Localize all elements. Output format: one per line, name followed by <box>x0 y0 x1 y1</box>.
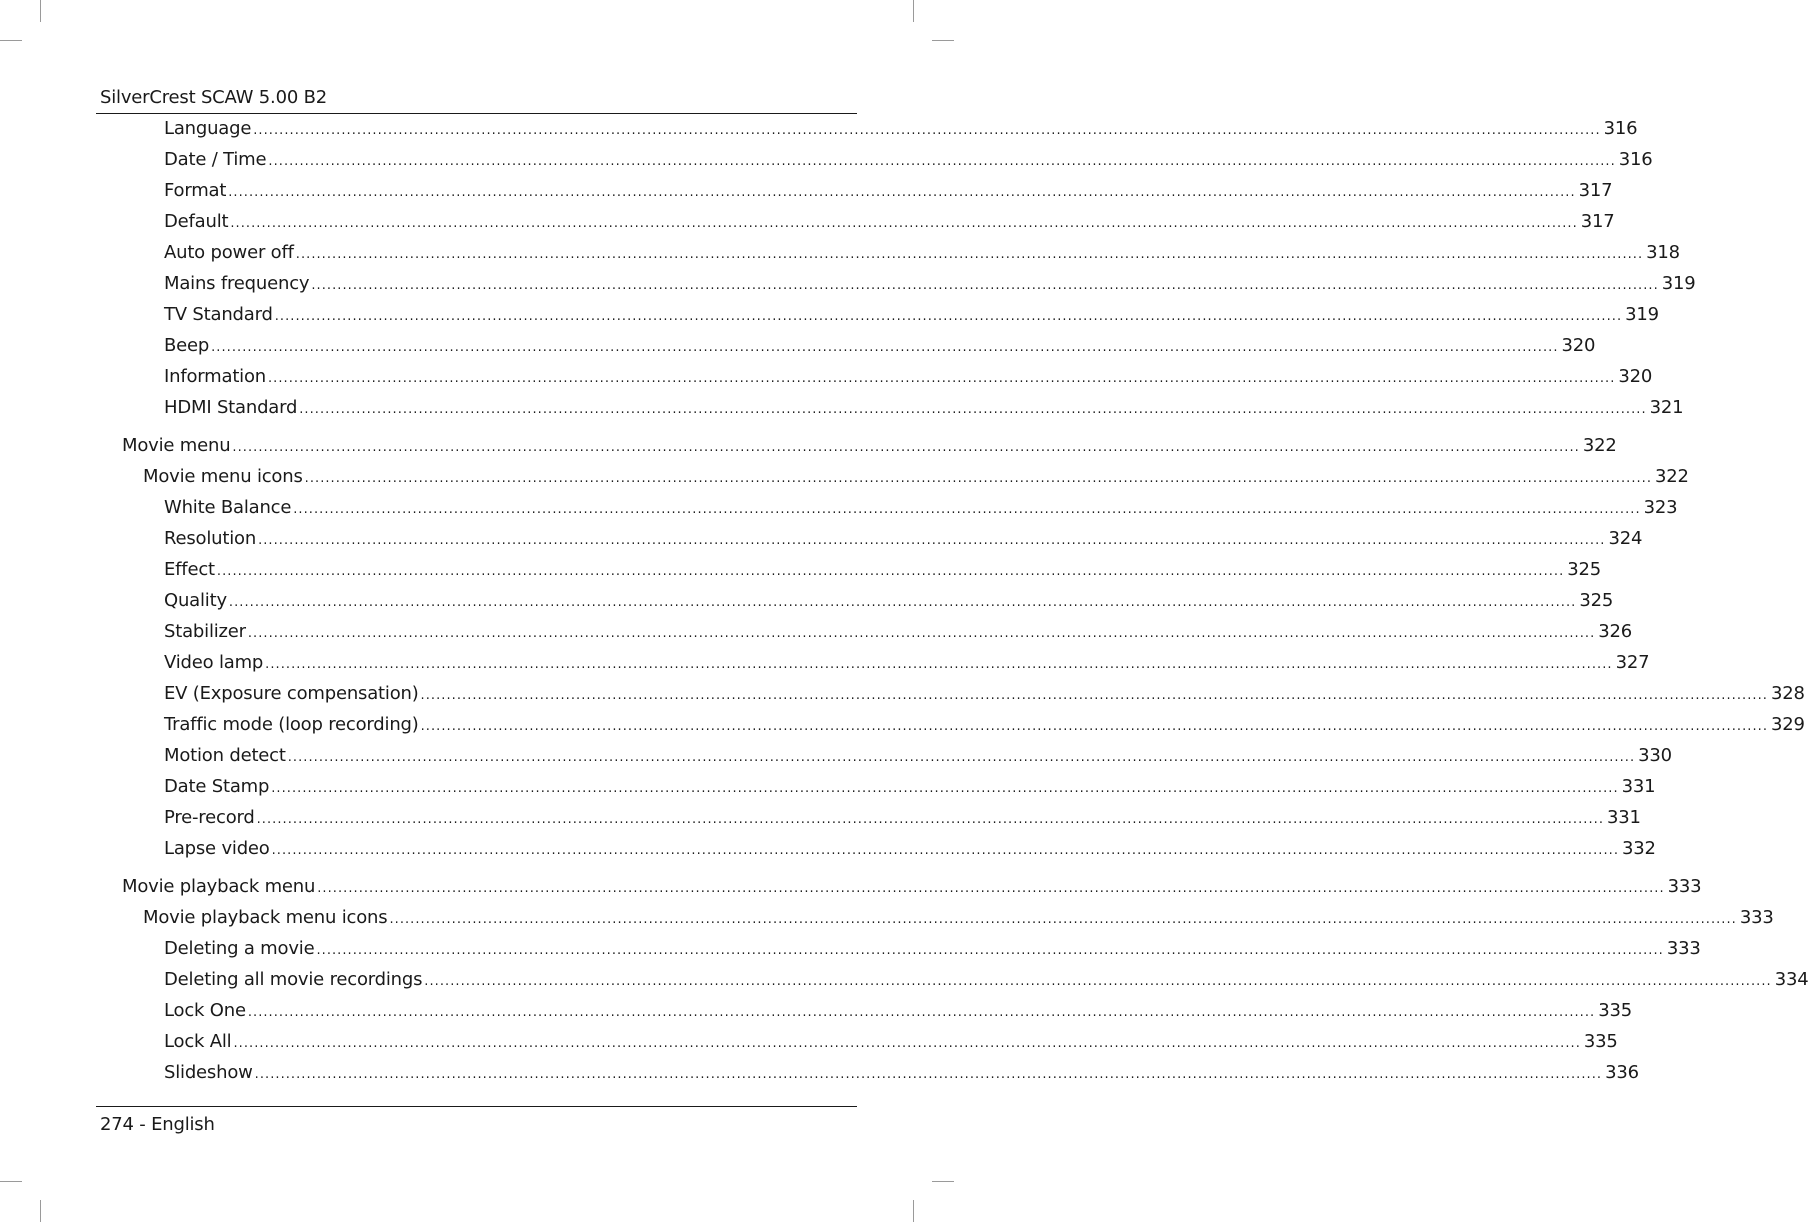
toc-entry-label: Information <box>164 366 266 387</box>
toc-page-number: 331 <box>1607 807 1641 828</box>
toc-entry <box>164 558 1602 582</box>
toc-dot-leader: .................................................................................................................................................................................................................................................................... <box>317 881 1665 896</box>
toc-entry-label: Lock One <box>164 1000 246 1021</box>
toc-dot-leader: .................................................................................................................................................................................................................................................................... <box>304 471 1653 486</box>
toc-entry-label: Resolution <box>164 528 257 549</box>
toc-entry-label: Movie menu icons <box>143 466 303 487</box>
toc-dot-leader: .................................................................................................................................................................................................................................................................... <box>256 812 1605 827</box>
toc-entry-label: Quality <box>164 590 227 611</box>
toc-page-number: 325 <box>1567 559 1602 580</box>
toc-entry <box>122 875 1702 899</box>
toc-entry <box>164 744 1672 768</box>
toc-page-number: 326 <box>1598 621 1633 642</box>
toc-entry <box>164 713 1805 737</box>
toc-entry <box>143 906 1774 930</box>
toc-page-number: 335 <box>1583 1031 1618 1052</box>
toc-entry <box>164 334 1596 358</box>
toc-entry-label: Traffic mode (loop recording) <box>164 714 419 735</box>
toc-dot-leader: .................................................................................................................................................................................................................................................................... <box>216 564 1565 579</box>
toc-entry <box>164 241 1680 265</box>
page-header: SilverCrest SCAW 5.00 B2 <box>100 87 328 108</box>
toc-page-number: 317 <box>1578 180 1613 201</box>
toc-dot-leader: .................................................................................................................................................................................................................................................................... <box>295 247 1644 262</box>
toc-dot-leader: .................................................................................................................................................................................................................................................................... <box>258 533 1606 548</box>
toc-entry <box>164 210 1615 234</box>
toc-dot-leader: .................................................................................................................................................................................................................................................................... <box>424 974 1772 989</box>
toc-entry-label: Language <box>164 118 252 139</box>
toc-entry-label: Movie playback menu icons <box>143 907 388 928</box>
toc-entry <box>164 527 1643 551</box>
toc-entry-label: Date Stamp <box>164 776 270 797</box>
toc-dot-leader: .................................................................................................................................................................................................................................................................... <box>247 1005 1596 1020</box>
toc-entry-label: Deleting all movie recordings <box>164 969 423 990</box>
toc-entry <box>164 1061 1639 1085</box>
toc-page-number: 333 <box>1666 938 1701 959</box>
toc-entry <box>164 148 1653 172</box>
crop-mark <box>913 0 914 22</box>
toc-entry <box>164 179 1613 203</box>
toc-dot-leader: .................................................................................................................................................................................................................................................................... <box>268 371 1616 386</box>
toc-entry-label: Auto power off <box>164 242 294 263</box>
toc-page-number: 334 <box>1774 969 1808 990</box>
toc-dot-leader: .................................................................................................................................................................................................................................................................... <box>299 402 1647 417</box>
toc-entry-label: Default <box>164 211 229 232</box>
toc-page-number: 319 <box>1625 304 1659 325</box>
toc-entry <box>164 1030 1618 1054</box>
toc-dot-leader: .................................................................................................................................................................................................................................................................... <box>420 719 1768 734</box>
toc-entry <box>164 968 1808 992</box>
toc-dot-leader: .................................................................................................................................................................................................................................................................... <box>293 502 1641 517</box>
toc-dot-leader: .................................................................................................................................................................................................................................................................... <box>230 216 1578 231</box>
toc-entry-label: Mains frequency <box>164 273 310 294</box>
toc-page-number: 320 <box>1618 366 1653 387</box>
toc-page-number: 329 <box>1771 714 1805 735</box>
header-rule <box>96 113 857 114</box>
toc-entry <box>143 465 1689 489</box>
toc-page-number: 331 <box>1621 776 1656 797</box>
toc-entry-label: Effect <box>164 559 215 580</box>
page-footer: 274 - English <box>100 1114 215 1135</box>
toc-page-number: 333 <box>1739 907 1774 928</box>
toc-entry <box>164 651 1650 675</box>
crop-mark <box>40 1200 41 1222</box>
toc-dot-leader: .................................................................................................................................................................................................................................................................... <box>253 123 1601 138</box>
toc-page-number: 328 <box>1770 683 1805 704</box>
toc-page-number: 318 <box>1646 242 1680 263</box>
toc-entry <box>164 682 1805 706</box>
toc-entry-label: Lapse video <box>164 838 270 859</box>
toc-dot-leader: .................................................................................................................................................................................................................................................................... <box>389 912 1737 927</box>
toc-entry <box>164 620 1633 644</box>
toc-dot-leader: .................................................................................................................................................................................................................................................................... <box>228 595 1577 610</box>
toc-dot-leader: .................................................................................................................................................................................................................................................................... <box>268 154 1616 169</box>
toc-entry <box>164 272 1696 296</box>
toc-dot-leader: .................................................................................................................................................................................................................................................................... <box>232 440 1580 455</box>
toc-page-number: 316 <box>1603 118 1638 139</box>
toc-dot-leader: .................................................................................................................................................................................................................................................................... <box>211 340 1559 355</box>
toc-entry <box>164 837 1656 861</box>
toc-entry-label: TV Standard <box>164 304 273 325</box>
toc-dot-leader: .................................................................................................................................................................................................................................................................... <box>271 843 1620 858</box>
toc-dot-leader: .................................................................................................................................................................................................................................................................... <box>247 626 1596 641</box>
toc-dot-leader: .................................................................................................................................................................................................................................................................... <box>311 278 1659 293</box>
toc-dot-leader: .................................................................................................................................................................................................................................................................... <box>287 750 1636 765</box>
toc-entry-label: EV (Exposure compensation) <box>164 683 419 704</box>
toc-entry <box>164 365 1653 389</box>
toc-entry-label: Stabilizer <box>164 621 246 642</box>
toc-entry <box>164 396 1684 420</box>
toc-entry-label: Movie playback menu <box>122 876 316 897</box>
toc-entry-label: Format <box>164 180 227 201</box>
toc-page-number: 321 <box>1649 397 1684 418</box>
toc-page-number: 320 <box>1561 335 1596 356</box>
toc-page-number: 330 <box>1638 745 1672 766</box>
toc-page-number: 325 <box>1579 590 1614 611</box>
toc-entry <box>122 434 1617 458</box>
toc-entry <box>164 496 1678 520</box>
toc-entry-label: Movie menu <box>122 435 231 456</box>
crop-mark <box>932 1181 954 1182</box>
toc-dot-leader: .................................................................................................................................................................................................................................................................... <box>233 1036 1581 1051</box>
toc-dot-leader: .................................................................................................................................................................................................................................................................... <box>274 309 1623 324</box>
toc-dot-leader: .................................................................................................................................................................................................................................................................... <box>316 943 1664 958</box>
toc-page-number: 333 <box>1667 876 1702 897</box>
toc-entry-label: Pre-record <box>164 807 255 828</box>
toc-dot-leader: .................................................................................................................................................................................................................................................................... <box>420 688 1768 703</box>
toc-dot-leader: .................................................................................................................................................................................................................................................................... <box>254 1067 1603 1082</box>
toc-page-number: 336 <box>1605 1062 1639 1083</box>
toc-entry-label: Beep <box>164 335 210 356</box>
toc-page-number: 323 <box>1643 497 1678 518</box>
toc-entry-label: Slideshow <box>164 1062 253 1083</box>
toc-page-number: 335 <box>1598 1000 1632 1021</box>
toc-page-number: 317 <box>1580 211 1615 232</box>
crop-mark <box>0 40 22 41</box>
toc-entry-label: Video lamp <box>164 652 264 673</box>
toc-entry-label: Date / Time <box>164 149 267 170</box>
crop-mark <box>40 0 41 22</box>
toc-page-number: 322 <box>1582 435 1617 456</box>
crop-mark <box>932 40 954 41</box>
toc-entry <box>164 806 1641 830</box>
toc-dot-leader: .................................................................................................................................................................................................................................................................... <box>271 781 1619 796</box>
toc-entry <box>164 303 1659 327</box>
toc-entry <box>164 775 1656 799</box>
toc-page-number: 327 <box>1615 652 1650 673</box>
toc-entry-label: Motion detect <box>164 745 286 766</box>
toc-entry-label: Lock All <box>164 1031 232 1052</box>
toc-entry <box>164 117 1638 141</box>
toc-entry <box>164 999 1632 1023</box>
crop-mark <box>913 1200 914 1222</box>
crop-mark <box>0 1181 22 1182</box>
toc-dot-leader: .................................................................................................................................................................................................................................................................... <box>265 657 1613 672</box>
toc-entry <box>164 937 1701 961</box>
toc-entry-label: Deleting a movie <box>164 938 315 959</box>
toc-dot-leader: .................................................................................................................................................................................................................................................................... <box>228 185 1576 200</box>
toc-page-number: 316 <box>1618 149 1653 170</box>
toc-page-number: 322 <box>1655 466 1689 487</box>
toc-entry-label: White Balance <box>164 497 292 518</box>
toc-page-number: 324 <box>1608 528 1643 549</box>
toc-entry-label: HDMI Standard <box>164 397 298 418</box>
toc-page-number: 319 <box>1661 273 1696 294</box>
toc-page-number: 332 <box>1622 838 1656 859</box>
footer-rule <box>96 1106 857 1107</box>
toc-entry <box>164 589 1614 613</box>
